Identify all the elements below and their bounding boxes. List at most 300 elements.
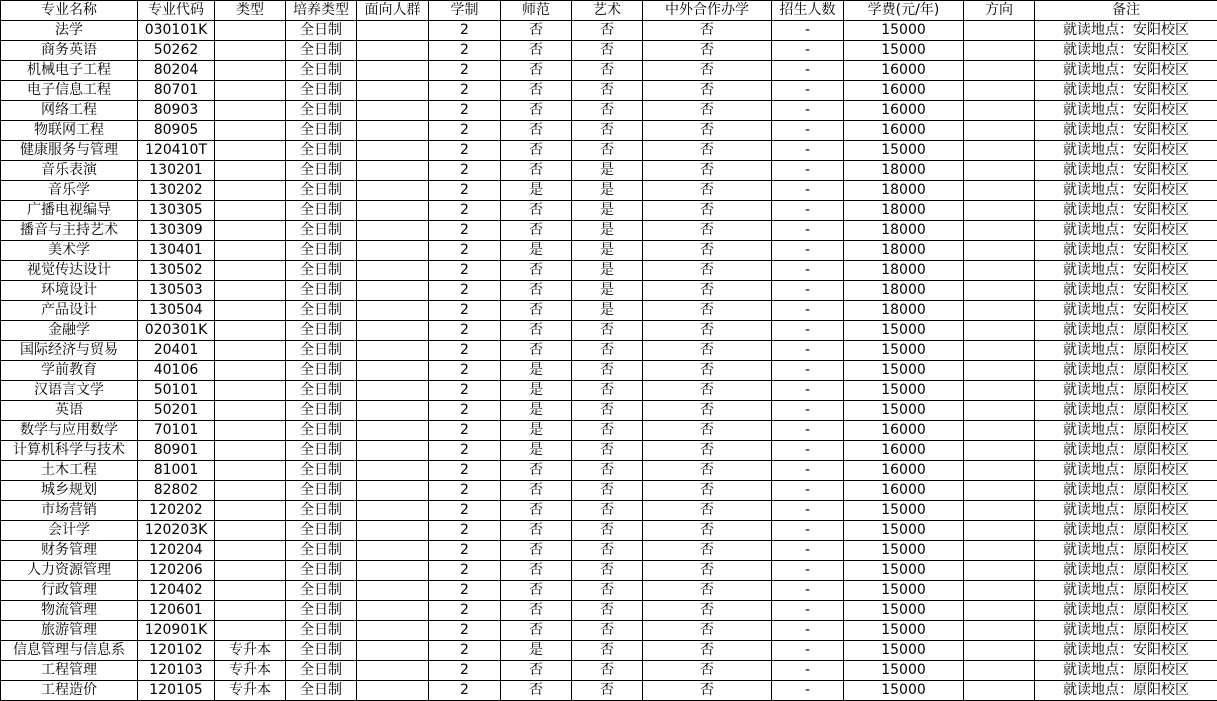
cell-normal: 否: [501, 61, 572, 81]
cell-remarks: 就读地点：原阳校区: [1035, 521, 1217, 541]
table-row: [1, 461, 1217, 481]
cell-training-type: 全日制: [286, 121, 357, 141]
cell-training-type: 全日制: [286, 481, 357, 501]
cell-major-name: 网络工程: [1, 101, 138, 121]
cell-type: 专升本: [215, 681, 286, 701]
cell-art: 否: [572, 441, 643, 461]
cell-tuition: 16000: [844, 121, 964, 141]
cell-major-code: 130305: [138, 201, 215, 221]
cell-target-group: [357, 21, 429, 41]
cell-training-type: 全日制: [286, 281, 357, 301]
cell-enrollment: -: [772, 641, 844, 661]
table-row: [1, 601, 1217, 621]
cell-remarks: 就读地点：安阳校区: [1035, 221, 1217, 241]
cell-normal: 否: [501, 561, 572, 581]
cell-duration: 2: [429, 101, 501, 121]
cell-tuition: 15000: [844, 601, 964, 621]
cell-target-group: [357, 281, 429, 301]
cell-duration: 2: [429, 401, 501, 421]
table-row: [1, 361, 1217, 381]
cell-remarks: 就读地点：安阳校区: [1035, 21, 1217, 41]
cell-remarks: 就读地点：安阳校区: [1035, 301, 1217, 321]
cell-direction: [964, 241, 1035, 261]
cell-normal: 否: [501, 461, 572, 481]
cell-enrollment: -: [772, 141, 844, 161]
cell-enrollment: -: [772, 221, 844, 241]
cell-sino-foreign: 否: [643, 541, 772, 561]
cell-normal: 否: [501, 581, 572, 601]
cell-direction: [964, 661, 1035, 681]
cell-normal: 否: [501, 661, 572, 681]
cell-normal: 否: [501, 321, 572, 341]
cell-remarks: 就读地点：安阳校区: [1035, 201, 1217, 221]
cell-art: 否: [572, 501, 643, 521]
cell-target-group: [357, 681, 429, 701]
cell-normal: 是: [501, 381, 572, 401]
cell-major-code: 130309: [138, 221, 215, 241]
cell-type: [215, 381, 286, 401]
cell-major-name: 行政管理: [1, 581, 138, 601]
cell-duration: 2: [429, 301, 501, 321]
cell-art: 否: [572, 421, 643, 441]
cell-sino-foreign: 否: [643, 141, 772, 161]
cell-major-code: 120901K: [138, 621, 215, 641]
cell-sino-foreign: 否: [643, 181, 772, 201]
cell-training-type: 全日制: [286, 501, 357, 521]
cell-training-type: 全日制: [286, 181, 357, 201]
cell-enrollment: -: [772, 541, 844, 561]
cell-enrollment: -: [772, 681, 844, 701]
cell-normal: 否: [501, 41, 572, 61]
cell-direction: [964, 201, 1035, 221]
cell-remarks: 就读地点：原阳校区: [1035, 621, 1217, 641]
table-row: [1, 681, 1217, 701]
cell-tuition: 16000: [844, 101, 964, 121]
cell-normal: 否: [501, 341, 572, 361]
cell-target-group: [357, 621, 429, 641]
cell-major-name: 商务英语: [1, 41, 138, 61]
cell-major-name: 健康服务与管理: [1, 141, 138, 161]
header-duration: 学制: [429, 1, 501, 21]
cell-enrollment: -: [772, 381, 844, 401]
cell-major-name: 物流管理: [1, 601, 138, 621]
cell-remarks: 就读地点：原阳校区: [1035, 381, 1217, 401]
table-row: [1, 621, 1217, 641]
cell-direction: [964, 561, 1035, 581]
cell-direction: [964, 481, 1035, 501]
cell-sino-foreign: 否: [643, 81, 772, 101]
cell-training-type: 全日制: [286, 541, 357, 561]
cell-training-type: 全日制: [286, 161, 357, 181]
cell-direction: [964, 141, 1035, 161]
cell-major-name: 汉语言文学: [1, 381, 138, 401]
cell-major-code: 20401: [138, 341, 215, 361]
cell-target-group: [357, 121, 429, 141]
cell-type: [215, 141, 286, 161]
cell-duration: 2: [429, 121, 501, 141]
cell-tuition: 15000: [844, 681, 964, 701]
cell-training-type: 全日制: [286, 301, 357, 321]
header-major-code: 专业代码: [138, 1, 215, 21]
cell-remarks: 就读地点：原阳校区: [1035, 461, 1217, 481]
cell-normal: 否: [501, 121, 572, 141]
cell-duration: 2: [429, 421, 501, 441]
cell-target-group: [357, 641, 429, 661]
cell-art: 是: [572, 221, 643, 241]
cell-major-code: 80204: [138, 61, 215, 81]
cell-type: [215, 261, 286, 281]
cell-major-name: 旅游管理: [1, 621, 138, 641]
cell-training-type: 全日制: [286, 661, 357, 681]
cell-training-type: 全日制: [286, 21, 357, 41]
cell-tuition: 15000: [844, 341, 964, 361]
cell-major-code: 130401: [138, 241, 215, 261]
cell-enrollment: -: [772, 561, 844, 581]
cell-direction: [964, 421, 1035, 441]
cell-normal: 是: [501, 181, 572, 201]
cell-remarks: 就读地点：原阳校区: [1035, 581, 1217, 601]
cell-target-group: [357, 521, 429, 541]
cell-duration: 2: [429, 501, 501, 521]
cell-duration: 2: [429, 261, 501, 281]
table-row: [1, 321, 1217, 341]
cell-remarks: 就读地点：原阳校区: [1035, 661, 1217, 681]
cell-direction: [964, 21, 1035, 41]
cell-tuition: 15000: [844, 641, 964, 661]
cell-direction: [964, 261, 1035, 281]
cell-major-name: 市场营销: [1, 501, 138, 521]
cell-type: [215, 541, 286, 561]
cell-major-code: 130503: [138, 281, 215, 301]
cell-remarks: 就读地点：安阳校区: [1035, 121, 1217, 141]
cell-major-code: 120206: [138, 561, 215, 581]
cell-sino-foreign: 否: [643, 601, 772, 621]
cell-target-group: [357, 181, 429, 201]
cell-sino-foreign: 否: [643, 201, 772, 221]
header-enrollment: 招生人数: [772, 1, 844, 21]
cell-art: 否: [572, 121, 643, 141]
cell-art: 否: [572, 141, 643, 161]
cell-target-group: [357, 481, 429, 501]
cell-sino-foreign: 否: [643, 321, 772, 341]
cell-art: 否: [572, 481, 643, 501]
table-row: [1, 421, 1217, 441]
cell-major-code: 80901: [138, 441, 215, 461]
cell-normal: 是: [501, 441, 572, 461]
cell-tuition: 15000: [844, 141, 964, 161]
cell-enrollment: -: [772, 101, 844, 121]
cell-training-type: 全日制: [286, 621, 357, 641]
table-row: [1, 121, 1217, 141]
cell-art: 否: [572, 681, 643, 701]
cell-major-name: 工程管理: [1, 661, 138, 681]
cell-art: 否: [572, 101, 643, 121]
cell-normal: 否: [501, 281, 572, 301]
cell-sino-foreign: 否: [643, 281, 772, 301]
cell-enrollment: -: [772, 621, 844, 641]
cell-sino-foreign: 否: [643, 661, 772, 681]
cell-remarks: 就读地点：原阳校区: [1035, 401, 1217, 421]
cell-direction: [964, 541, 1035, 561]
cell-direction: [964, 321, 1035, 341]
cell-remarks: 就读地点：原阳校区: [1035, 681, 1217, 701]
table-row: [1, 81, 1217, 101]
cell-art: 是: [572, 241, 643, 261]
cell-sino-foreign: 否: [643, 481, 772, 501]
cell-sino-foreign: 否: [643, 501, 772, 521]
cell-major-name: 英语: [1, 401, 138, 421]
cell-tuition: 15000: [844, 561, 964, 581]
cell-duration: 2: [429, 61, 501, 81]
cell-direction: [964, 281, 1035, 301]
cell-type: [215, 101, 286, 121]
cell-art: 否: [572, 541, 643, 561]
header-training-type: 培养类型: [286, 1, 357, 21]
cell-remarks: 就读地点：原阳校区: [1035, 441, 1217, 461]
cell-type: 专升本: [215, 641, 286, 661]
cell-art: 是: [572, 161, 643, 181]
cell-duration: 2: [429, 181, 501, 201]
header-normal: 师范: [501, 1, 572, 21]
cell-art: 否: [572, 661, 643, 681]
table-body: [1, 21, 1217, 701]
cell-normal: 否: [501, 101, 572, 121]
cell-art: 是: [572, 301, 643, 321]
cell-sino-foreign: 否: [643, 61, 772, 81]
cell-remarks: 就读地点：原阳校区: [1035, 501, 1217, 521]
cell-enrollment: -: [772, 401, 844, 421]
cell-training-type: 全日制: [286, 101, 357, 121]
cell-target-group: [357, 381, 429, 401]
cell-type: [215, 41, 286, 61]
cell-tuition: 15000: [844, 521, 964, 541]
cell-remarks: 就读地点：原阳校区: [1035, 421, 1217, 441]
cell-tuition: 16000: [844, 441, 964, 461]
cell-training-type: 全日制: [286, 401, 357, 421]
cell-direction: [964, 581, 1035, 601]
cell-normal: 否: [501, 601, 572, 621]
cell-target-group: [357, 541, 429, 561]
table-row: [1, 141, 1217, 161]
cell-major-name: 播音与主持艺术: [1, 221, 138, 241]
cell-tuition: 15000: [844, 381, 964, 401]
cell-duration: 2: [429, 641, 501, 661]
cell-tuition: 15000: [844, 541, 964, 561]
cell-direction: [964, 361, 1035, 381]
cell-sino-foreign: 否: [643, 341, 772, 361]
cell-remarks: 就读地点：安阳校区: [1035, 101, 1217, 121]
cell-duration: 2: [429, 141, 501, 161]
cell-normal: 否: [501, 261, 572, 281]
cell-art: 否: [572, 61, 643, 81]
cell-training-type: 全日制: [286, 421, 357, 441]
cell-sino-foreign: 否: [643, 161, 772, 181]
cell-remarks: 就读地点：原阳校区: [1035, 361, 1217, 381]
cell-major-code: 130502: [138, 261, 215, 281]
cell-sino-foreign: 否: [643, 261, 772, 281]
cell-enrollment: -: [772, 461, 844, 481]
cell-direction: [964, 401, 1035, 421]
table-row: [1, 401, 1217, 421]
cell-tuition: 15000: [844, 361, 964, 381]
cell-direction: [964, 121, 1035, 141]
cell-major-code: 40106: [138, 361, 215, 381]
cell-art: 否: [572, 561, 643, 581]
cell-duration: 2: [429, 541, 501, 561]
table-row: [1, 341, 1217, 361]
cell-art: 是: [572, 261, 643, 281]
cell-direction: [964, 621, 1035, 641]
cell-enrollment: -: [772, 501, 844, 521]
cell-type: [215, 321, 286, 341]
cell-art: 否: [572, 401, 643, 421]
table-row: [1, 201, 1217, 221]
cell-normal: 是: [501, 361, 572, 381]
cell-art: 否: [572, 621, 643, 641]
cell-target-group: [357, 201, 429, 221]
cell-major-code: 120402: [138, 581, 215, 601]
cell-type: [215, 581, 286, 601]
cell-duration: 2: [429, 521, 501, 541]
cell-enrollment: -: [772, 261, 844, 281]
cell-major-name: 环境设计: [1, 281, 138, 301]
cell-tuition: 18000: [844, 221, 964, 241]
header-tuition: 学费(元/年): [844, 1, 964, 21]
cell-type: [215, 81, 286, 101]
cell-remarks: 就读地点：安阳校区: [1035, 641, 1217, 661]
cell-enrollment: -: [772, 421, 844, 441]
cell-enrollment: -: [772, 201, 844, 221]
cell-enrollment: -: [772, 61, 844, 81]
cell-major-code: 50262: [138, 41, 215, 61]
cell-enrollment: -: [772, 661, 844, 681]
cell-type: [215, 161, 286, 181]
cell-type: [215, 121, 286, 141]
cell-type: [215, 241, 286, 261]
cell-type: [215, 341, 286, 361]
cell-major-code: 70101: [138, 421, 215, 441]
cell-duration: 2: [429, 161, 501, 181]
cell-normal: 是: [501, 641, 572, 661]
table-row: [1, 501, 1217, 521]
cell-training-type: 全日制: [286, 641, 357, 661]
cell-normal: 是: [501, 241, 572, 261]
cell-major-name: 机械电子工程: [1, 61, 138, 81]
cell-sino-foreign: 否: [643, 381, 772, 401]
cell-major-code: 120105: [138, 681, 215, 701]
cell-art: 否: [572, 341, 643, 361]
cell-duration: 2: [429, 221, 501, 241]
cell-major-code: 030101K: [138, 21, 215, 41]
cell-training-type: 全日制: [286, 581, 357, 601]
cell-target-group: [357, 101, 429, 121]
cell-duration: 2: [429, 661, 501, 681]
cell-tuition: 18000: [844, 241, 964, 261]
cell-sino-foreign: 否: [643, 421, 772, 441]
cell-target-group: [357, 441, 429, 461]
cell-tuition: 16000: [844, 421, 964, 441]
cell-tuition: 15000: [844, 21, 964, 41]
cell-training-type: 全日制: [286, 41, 357, 61]
cell-remarks: 就读地点：安阳校区: [1035, 141, 1217, 161]
table-row: [1, 441, 1217, 461]
cell-direction: [964, 461, 1035, 481]
cell-target-group: [357, 321, 429, 341]
cell-remarks: 就读地点：原阳校区: [1035, 321, 1217, 341]
cell-tuition: 15000: [844, 401, 964, 421]
cell-training-type: 全日制: [286, 681, 357, 701]
cell-major-name: 计算机科学与技术: [1, 441, 138, 461]
cell-major-code: 120102: [138, 641, 215, 661]
cell-tuition: 15000: [844, 41, 964, 61]
cell-target-group: [357, 501, 429, 521]
cell-direction: [964, 681, 1035, 701]
cell-remarks: 就读地点：安阳校区: [1035, 41, 1217, 61]
cell-major-name: 物联网工程: [1, 121, 138, 141]
cell-art: 否: [572, 81, 643, 101]
cell-direction: [964, 441, 1035, 461]
cell-enrollment: -: [772, 581, 844, 601]
cell-major-name: 产品设计: [1, 301, 138, 321]
cell-duration: 2: [429, 241, 501, 261]
cell-duration: 2: [429, 681, 501, 701]
cell-major-code: 81001: [138, 461, 215, 481]
cell-direction: [964, 521, 1035, 541]
cell-major-name: 音乐学: [1, 181, 138, 201]
cell-major-name: 音乐表演: [1, 161, 138, 181]
cell-duration: 2: [429, 201, 501, 221]
cell-sino-foreign: 否: [643, 121, 772, 141]
cell-enrollment: -: [772, 521, 844, 541]
cell-duration: 2: [429, 381, 501, 401]
cell-sino-foreign: 否: [643, 681, 772, 701]
cell-remarks: 就读地点：原阳校区: [1035, 561, 1217, 581]
cell-direction: [964, 381, 1035, 401]
table-row: [1, 641, 1217, 661]
cell-type: [215, 21, 286, 41]
cell-tuition: 18000: [844, 201, 964, 221]
cell-normal: 否: [501, 141, 572, 161]
cell-art: 是: [572, 181, 643, 201]
cell-normal: 否: [501, 161, 572, 181]
cell-major-code: 130202: [138, 181, 215, 201]
table-row: [1, 481, 1217, 501]
cell-direction: [964, 301, 1035, 321]
cell-major-code: 50201: [138, 401, 215, 421]
cell-training-type: 全日制: [286, 341, 357, 361]
cell-major-name: 会计学: [1, 521, 138, 541]
cell-target-group: [357, 661, 429, 681]
cell-major-name: 学前教育: [1, 361, 138, 381]
cell-enrollment: -: [772, 301, 844, 321]
cell-type: [215, 621, 286, 641]
cell-enrollment: -: [772, 341, 844, 361]
cell-type: [215, 61, 286, 81]
cell-target-group: [357, 461, 429, 481]
cell-duration: 2: [429, 41, 501, 61]
header-target-group: 面向人群: [357, 1, 429, 21]
cell-tuition: 16000: [844, 461, 964, 481]
cell-major-code: 80903: [138, 101, 215, 121]
cell-major-code: 120203K: [138, 521, 215, 541]
table-row: [1, 101, 1217, 121]
cell-remarks: 就读地点：安阳校区: [1035, 281, 1217, 301]
cell-duration: 2: [429, 281, 501, 301]
header-type: 类型: [215, 1, 286, 21]
cell-enrollment: -: [772, 601, 844, 621]
cell-duration: 2: [429, 21, 501, 41]
cell-target-group: [357, 61, 429, 81]
